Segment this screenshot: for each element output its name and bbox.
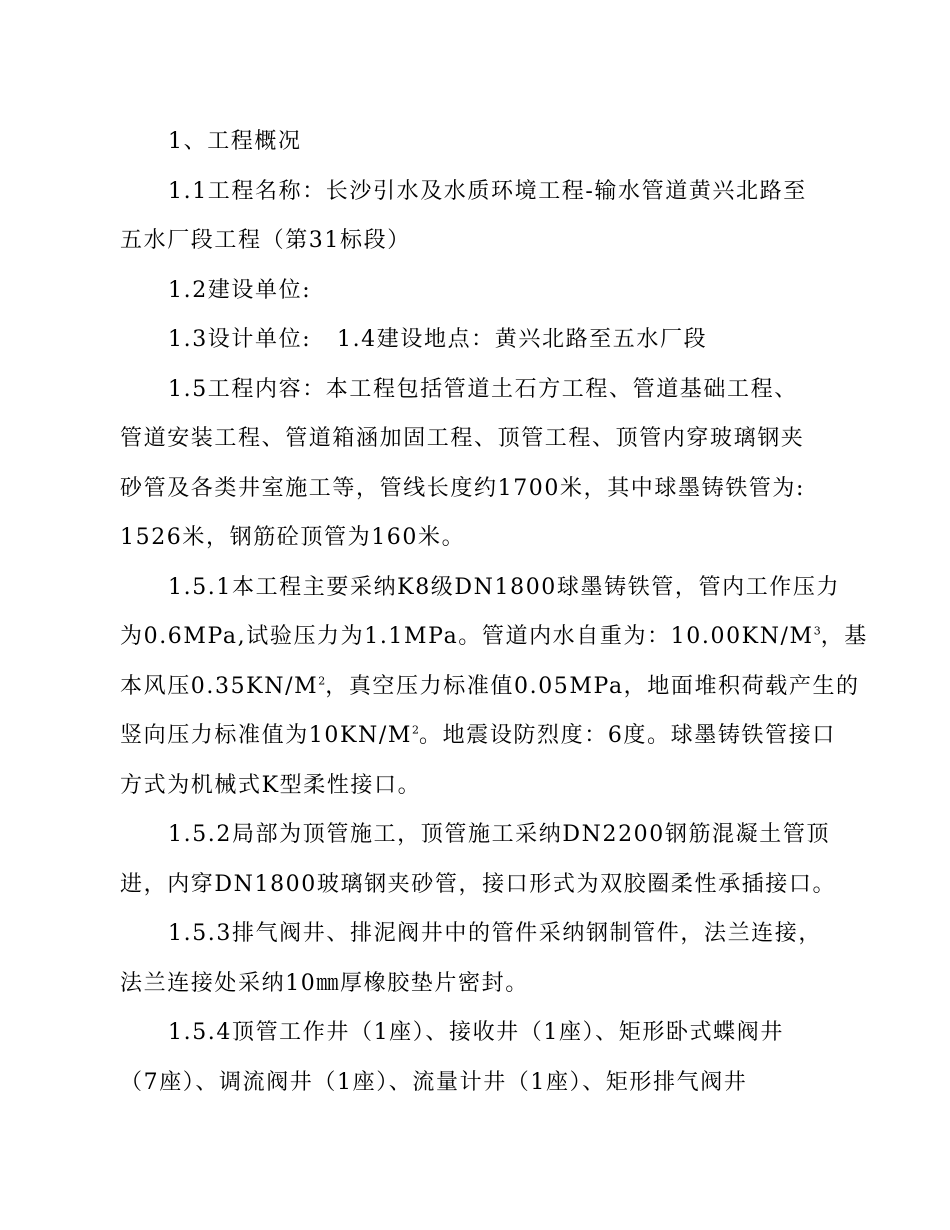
- superscript-squared: 2: [412, 723, 420, 737]
- paragraph-1-5-1-line-2: [120, 612, 868, 662]
- text-segment: 。地震设防烈度：6度。球墨铸铁管接口: [419, 723, 836, 748]
- paragraph-1-5-2-line-1: 1.5.2局部为顶管施工，顶管施工采纳DN2200钢筋混凝土管顶: [168, 822, 831, 847]
- paragraph-1-1-line-2: 五水厂段工程（第31标段）: [120, 228, 411, 253]
- paragraph-1-5-4-line-1: 1.5.4顶管工作井（1座）、接收井（1座）、矩形卧式蝶阀井: [168, 1020, 784, 1045]
- superscript-cubed: 3: [813, 624, 821, 638]
- paragraph-1-5-1-line-4: [120, 711, 860, 761]
- text-segment: ，基: [820, 624, 868, 649]
- paragraph-1-1-line-1: 1.1工程名称：长沙引水及水质环境工程-输水管道黄兴北路至: [168, 178, 807, 204]
- paragraph-1-5-1-line-3: [120, 662, 860, 712]
- paragraph-1-5-3-line-1: 1.5.3排气阀井、排泥阀井中的管件采纳钢制管件，法兰连接，: [168, 921, 822, 946]
- paragraph-1-5-line-3: 砂管及各类井室施工等，管线长度约1700米，其中球墨铸铁管为:: [120, 475, 806, 501]
- paragraph-1-5-line-4: 1526米，钢筋砼顶管为160米。: [120, 525, 466, 550]
- paragraph-1-5-3-line-2: 法兰连接处采纳10㎜厚橡胶垫片密封。: [120, 970, 529, 996]
- paragraph-1-5-2-line-2: 进，内穿DN1800玻璃钢夹砂管，接口形式为双胶圈柔性承插接口。: [120, 871, 837, 897]
- section-heading: 1、工程概况: [168, 129, 302, 154]
- text-segment: 竖向压力标准值为10KN/M: [120, 723, 413, 748]
- paragraph-1-2: 1.2建设单位:: [168, 277, 312, 303]
- superscript-squared: 2: [318, 674, 326, 688]
- document-page: [120, 117, 868, 1107]
- text-segment: 本风压0.35KN/M: [120, 673, 319, 699]
- text-segment: ，真空压力标准值0.05MPa，地面堆积荷载产生的: [325, 673, 860, 699]
- text-segment: 为0.6MPa,试验压力为1.1MPa。管道内水自重为：10.00KN/M: [120, 624, 814, 649]
- paragraph-1-5-4-line-2: （7座）、调流阀井（1座）、流量计井（1座）、矩形排气阀井: [120, 1069, 748, 1095]
- paragraph-1-3-1-4: 1.3设计单位: 1.4建设地点：黄兴北路至五水厂段: [168, 327, 708, 352]
- paragraph-1-5-line-2: 管道安装工程、管道箱涵加固工程、顶管工程、顶管内穿玻璃钢夹: [120, 426, 805, 451]
- paragraph-1-5-1-line-5: 方式为机械式K型柔性接口。: [120, 772, 422, 798]
- paragraph-1-5-line-1: 1.5工程内容：本工程包括管道土石方工程、管道基础工程、: [168, 376, 798, 402]
- paragraph-1-5-1-line-1: 1.5.1本工程主要采纳K8级DN1800球墨铸铁管，管内工作压力: [168, 574, 841, 600]
